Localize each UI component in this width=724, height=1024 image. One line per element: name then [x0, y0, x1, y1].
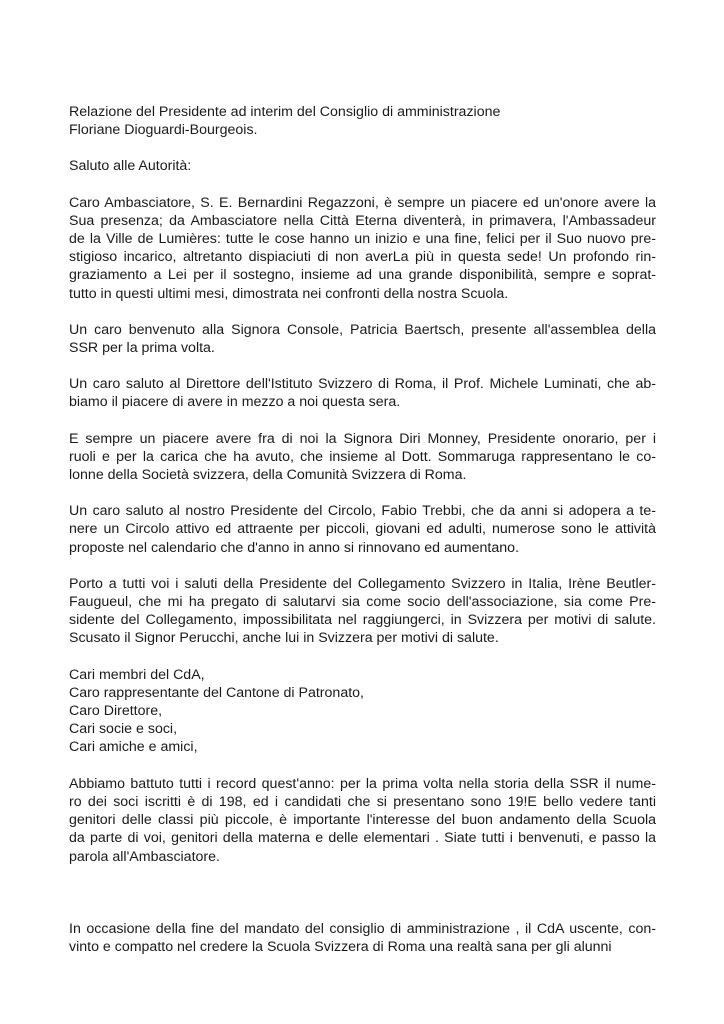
paragraph-line: sidente del Collegamento, impossibilitata nel raggiungerci, in Svizzera per motivi di salute. [69, 612, 656, 629]
paragraph-line: In occasione della fine del mandato del consiglio di amministrazione , il CdA uscente, con- [69, 920, 656, 937]
paragraph-line: vinto e compatto nel credere la Scuola Svizzera di Roma una realtà sana per gli alunni [69, 938, 612, 955]
paragraph-line: da parte di voi, genitori della materna e delle elementari . Siate tutti i benvenuti, e passo la [69, 830, 656, 847]
paragraph-line: SSR per la prima volta. [69, 340, 215, 357]
paragraph-line: ruoli e per la carica che ha avuto, che insieme al Dott. Sommaruga rappresentano le co- [69, 448, 656, 465]
header-title-line-2: Floriane Dioguardi-Bourgeois. [69, 122, 258, 139]
paragraph-line: Un caro benvenuto alla Signora Console, Patricia Baertsch, presente all'assemblea della [69, 321, 656, 338]
paragraph-circle-president [69, 502, 656, 557]
paragraph-collegamento [69, 575, 656, 648]
paragraph-line: graziamento a Lei per il sostegno, insieme ad una grande disponibilità, sempre e soprat- [69, 267, 656, 284]
paragraph-line: lonne della Società svizzera, della Comunità Svizzera di Roma. [69, 467, 467, 484]
paragraph-line: Faugueul, che mi ha pregato di salutarvi sia come socio dell'associazione, sia come Pre- [69, 594, 656, 611]
salutation-line: Cari membri del CdA, [69, 666, 205, 683]
salutations [69, 666, 656, 757]
paragraph-records [69, 775, 656, 866]
paragraph-line: Scusato il Signor Perucchi, anche lui in Svizzera per motivi di salute. [69, 630, 499, 647]
paragraph-line: tutto in questi ultimi mesi, dimostrata nei confronti della nostra Scuola. [69, 285, 509, 302]
greeting [69, 157, 656, 175]
paragraph-line: proposte nel calendario che d'anno in anno si rinnovano ed aumentano. [69, 539, 519, 556]
paragraph-line: Porto a tutti voi i saluti della Presidente del Collegamento Svizzero in Italia, Irène Beutler- [69, 575, 656, 592]
paragraph-line: ro dei soci iscritti è di 198, ed i candidati che si presentano sono 19!E bello vedere tanti [69, 793, 656, 810]
greeting-text: Saluto alle Autorità: [69, 158, 192, 175]
paragraph-institute-director [69, 375, 656, 411]
paragraph-line: Caro Ambasciatore, S. E. Bernardini Regazzoni, è sempre un piacere ed un'onore avere la [69, 194, 656, 211]
paragraph-closing [69, 920, 656, 956]
paragraph-line: stigioso incarico, altretanto dispiaciuti di non averLa più in questa sede! Un profondo rin- [69, 249, 656, 266]
paragraph-line: Un caro saluto al nostro Presidente del Circolo, Fabio Trebbi, che da anni si adopera a te- [69, 503, 656, 520]
salutation-line: Caro Direttore, [69, 703, 163, 720]
paragraph-line: Abbiamo battuto tutti i record quest'anno: per la prima volta nella storia della SSR il nume- [69, 775, 656, 792]
paragraph-line: Un caro saluto al Direttore dell'Istituto Svizzero di Roma, il Prof. Michele Luminati, che ab- [69, 376, 656, 393]
salutation-line: Caro rappresentante del Cantone di Patronato, [69, 684, 364, 701]
paragraph-honorary-president [69, 430, 656, 485]
paragraph-line: Sua presenza; da Ambasciatore nella Città Eterna diventerà, in primavera, l'Ambassadeur [69, 212, 656, 229]
paragraph-line: parola all'Ambasciatore. [69, 848, 220, 865]
paragraph-consul [69, 321, 656, 357]
document-page [69, 103, 656, 956]
paragraph-line: biamo il piacere di avere in mezzo a noi questa sera. [69, 394, 401, 411]
paragraph-line: genitori delle classi più piccole, è importante l'interesse del buon andamento della Scuola [69, 812, 656, 829]
salutation-line: Cari socie e soci, [69, 721, 178, 738]
paragraph-line: nere un Circolo attivo ed attraente per piccoli, giovani ed adulti, numerose sono le attività [69, 521, 656, 538]
header-title-line-1: Relazione del Presidente ad interim del Consiglio di amministrazione [69, 104, 501, 120]
paragraph-line: E sempre un piacere avere fra di noi la Signora Diri Monney, Presidente onorario, per i [69, 430, 656, 447]
header [69, 103, 656, 139]
salutation-line: Cari amiche e amici, [69, 739, 198, 756]
paragraph-ambassador [69, 194, 656, 303]
paragraph-line: de la Ville de Lumières: tutte le cose hanno un inizio e una fine, felici per il Suo nuovo pre- [69, 231, 656, 248]
